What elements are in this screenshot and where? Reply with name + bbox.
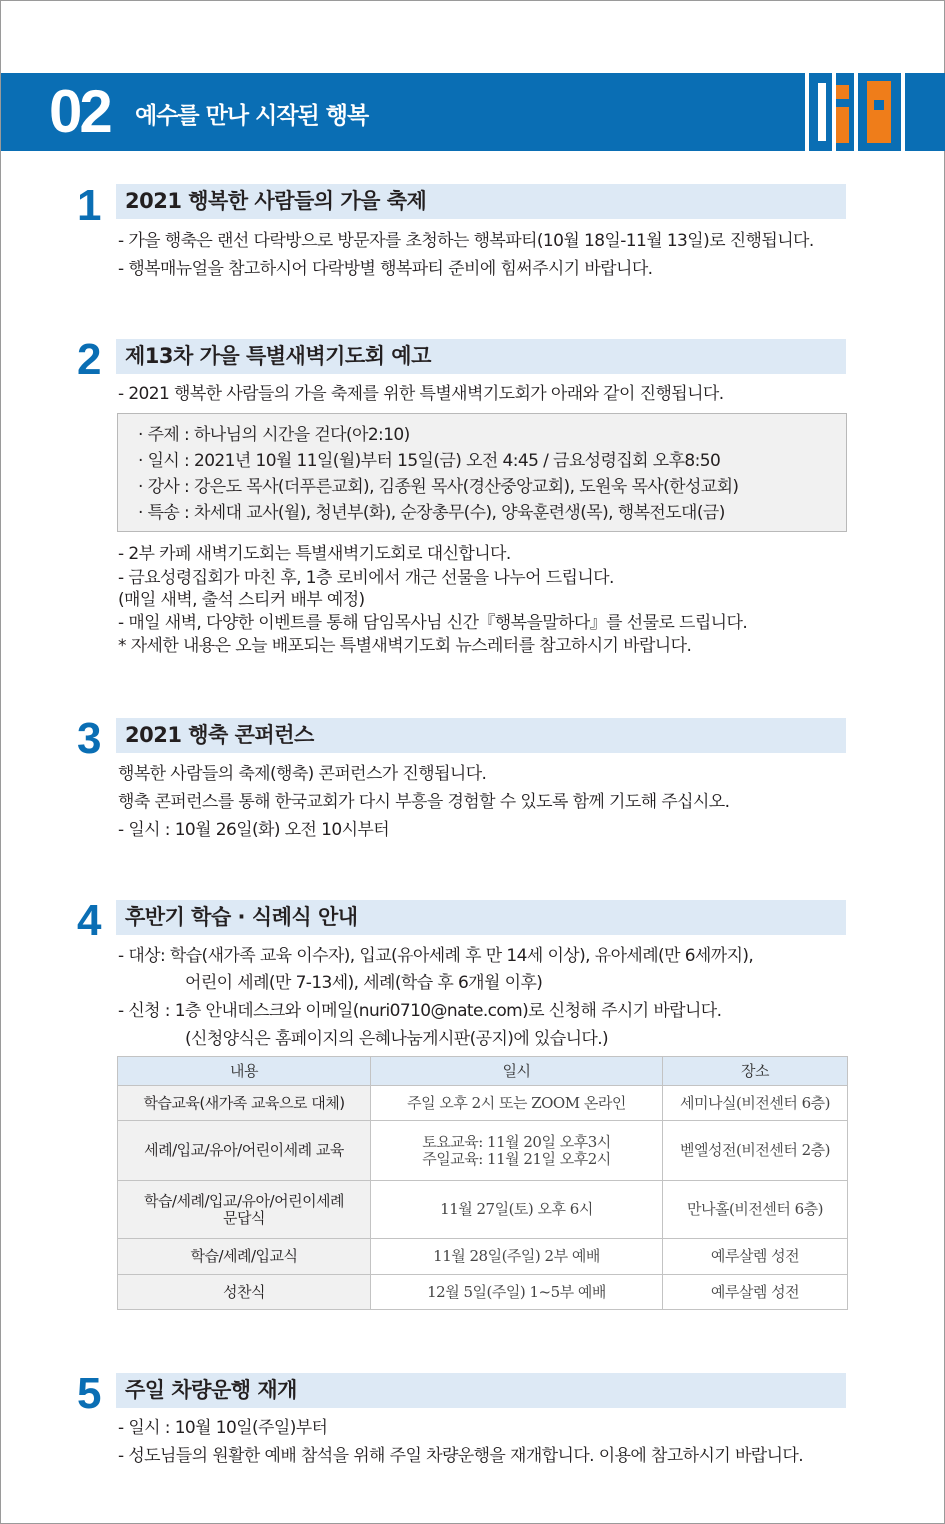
section-4-line: (신청양식은 홈페이지의 은혜나눔게시판(공지)에 있습니다.): [185, 1029, 609, 1049]
section-3-title: 2021 행축 콘퍼런스: [116, 718, 846, 753]
table-header-datetime: 일시: [371, 1057, 663, 1086]
table-cell: 벧엘성전(비전센터 2층): [663, 1121, 848, 1181]
section-2-line: - 금요성령집회가 마친 후, 1층 로비에서 개근 선물을 나누어 드립니다.: [118, 568, 614, 588]
page-header: [1, 73, 945, 151]
section-5-line: - 성도님들의 원활한 예배 참석을 위해 주일 차량운행을 재개합니다. 이용에 참고하시기 바랍니다.: [118, 1446, 804, 1466]
section-2-info-box: [117, 413, 847, 532]
table-cell: 토요교육: 11월 20일 오후3시 주일교육: 11월 21일 오후2시: [371, 1121, 663, 1181]
table-cell: 예루살렘 성전: [663, 1275, 848, 1310]
table-row: [118, 1121, 848, 1181]
table-cell: 학습/세례/입교식: [118, 1239, 371, 1275]
info-line-special-music: · 특송 : 차세대 교사(월), 청년부(화), 순장총무(수), 양육훈련생(목), 행복전도대(금): [138, 503, 725, 523]
table-header-place: 장소: [663, 1057, 848, 1086]
info-line-theme: · 주제 : 하나님의 시간을 걷다(아2:10): [138, 425, 410, 445]
table-row: [118, 1239, 848, 1275]
section-2-line: - 2부 카페 새벽기도회는 특별새벽기도회로 대신합니다.: [118, 544, 511, 564]
table-cell: 11월 27일(토) 오후 6시: [371, 1181, 663, 1239]
section-5-number: 5: [77, 1369, 102, 1418]
section-3-line: 행복한 사람들의 축제(행축) 콘퍼런스가 진행됩니다.: [118, 764, 487, 784]
section-2-intro: - 2021 행복한 사람들의 가을 축제를 위한 특별새벽기도회가 아래와 같이 진행됩니다.: [118, 384, 724, 404]
schedule-table: [117, 1056, 848, 1310]
section-1-number: 1: [77, 181, 102, 230]
table-cell: 세례/입교/유아/어린이세례 교육: [118, 1121, 371, 1181]
section-2-number: 2: [77, 335, 102, 384]
section-1-line: - 행복매뉴얼을 참고하시어 다락방별 행복파티 준비에 힘써주시기 바랍니다.: [118, 259, 653, 279]
section-2-title: 제13차 가을 특별새벽기도회 예고: [116, 339, 846, 374]
section-3-line: 행축 콘퍼런스를 통해 한국교회가 다시 부흥을 경험할 수 있도록 함께 기도해 주십시오.: [118, 792, 730, 812]
table-cell: 12월 5일(주일) 1~5부 예배: [371, 1275, 663, 1310]
section-4-number: 4: [77, 896, 102, 945]
table-cell: 주일 오후 2시 또는 ZOOM 온라인: [371, 1086, 663, 1121]
section-3-number: 3: [77, 714, 102, 763]
section-3-line: - 일시 : 10월 26일(화) 오전 10시부터: [118, 820, 390, 840]
info-line-date: · 일시 : 2021년 10월 11일(월)부터 15일(금) 오전 4:45 / 금요성령집회 오후8:50: [138, 451, 721, 471]
section-1-line: - 가을 행축은 랜선 다락방으로 방문자를 초청하는 행복파티(10월 18일-11월 13일)로 진행됩니다.: [118, 231, 814, 251]
header-title: 예수를 만나 시작된 행복: [135, 103, 369, 129]
section-4-line: 어린이 세례(만 7-13세), 세례(학습 후 6개월 이후): [185, 973, 543, 993]
info-line-speakers: · 강사 : 강은도 목사(더푸른교회), 김종원 목사(경산중앙교회), 도원욱 목사(한성교회): [138, 477, 739, 497]
table-row: [118, 1181, 848, 1239]
section-4-line: - 신청 : 1층 안내데스크와 이메일(nuri0710@nate.com)로 신청해 주시기 바랍니다.: [118, 1001, 722, 1021]
section-4-title: 후반기 학습 · 식례식 안내: [116, 900, 846, 935]
table-cell: 학습/세례/입교/유아/어린이세례 문답식: [118, 1181, 371, 1239]
section-5-title: 주일 차량운행 재개: [116, 1373, 846, 1408]
table-header-row: [118, 1057, 848, 1086]
table-cell: 세미나실(비전센터 6층): [663, 1086, 848, 1121]
table-cell: 만나홀(비전센터 6층): [663, 1181, 848, 1239]
section-2-line: - 매일 새벽, 다양한 이벤트를 통해 담임목사님 신간『행복을말하다』를 선물로 드립니다.: [118, 613, 748, 633]
section-1-title: 2021 행복한 사람들의 가을 축제: [116, 184, 846, 219]
church-logo-icon: [805, 73, 905, 151]
table-row: [118, 1275, 848, 1310]
table-row: [118, 1086, 848, 1121]
table-cell: 예루살렘 성전: [663, 1239, 848, 1275]
section-5-line: - 일시 : 10월 10일(주일)부터: [118, 1418, 328, 1438]
section-2-note: * 자세한 내용은 오늘 배포되는 특별새벽기도회 뉴스레터를 참고하시기 바랍니다.: [118, 636, 692, 656]
table-cell: 성찬식: [118, 1275, 371, 1310]
header-number: 02: [49, 78, 110, 145]
table-header-content: 내용: [118, 1057, 371, 1086]
table-cell: 학습교육(새가족 교육으로 대체): [118, 1086, 371, 1121]
section-2-line: (매일 새벽, 출석 스티커 배부 예정): [118, 590, 365, 610]
section-4-line: - 대상: 학습(새가족 교육 이수자), 입교(유아세례 후 만 14세 이상), 유아세례(만 6세까지),: [118, 946, 754, 966]
table-cell: 11월 28일(주일) 2부 예배: [371, 1239, 663, 1275]
